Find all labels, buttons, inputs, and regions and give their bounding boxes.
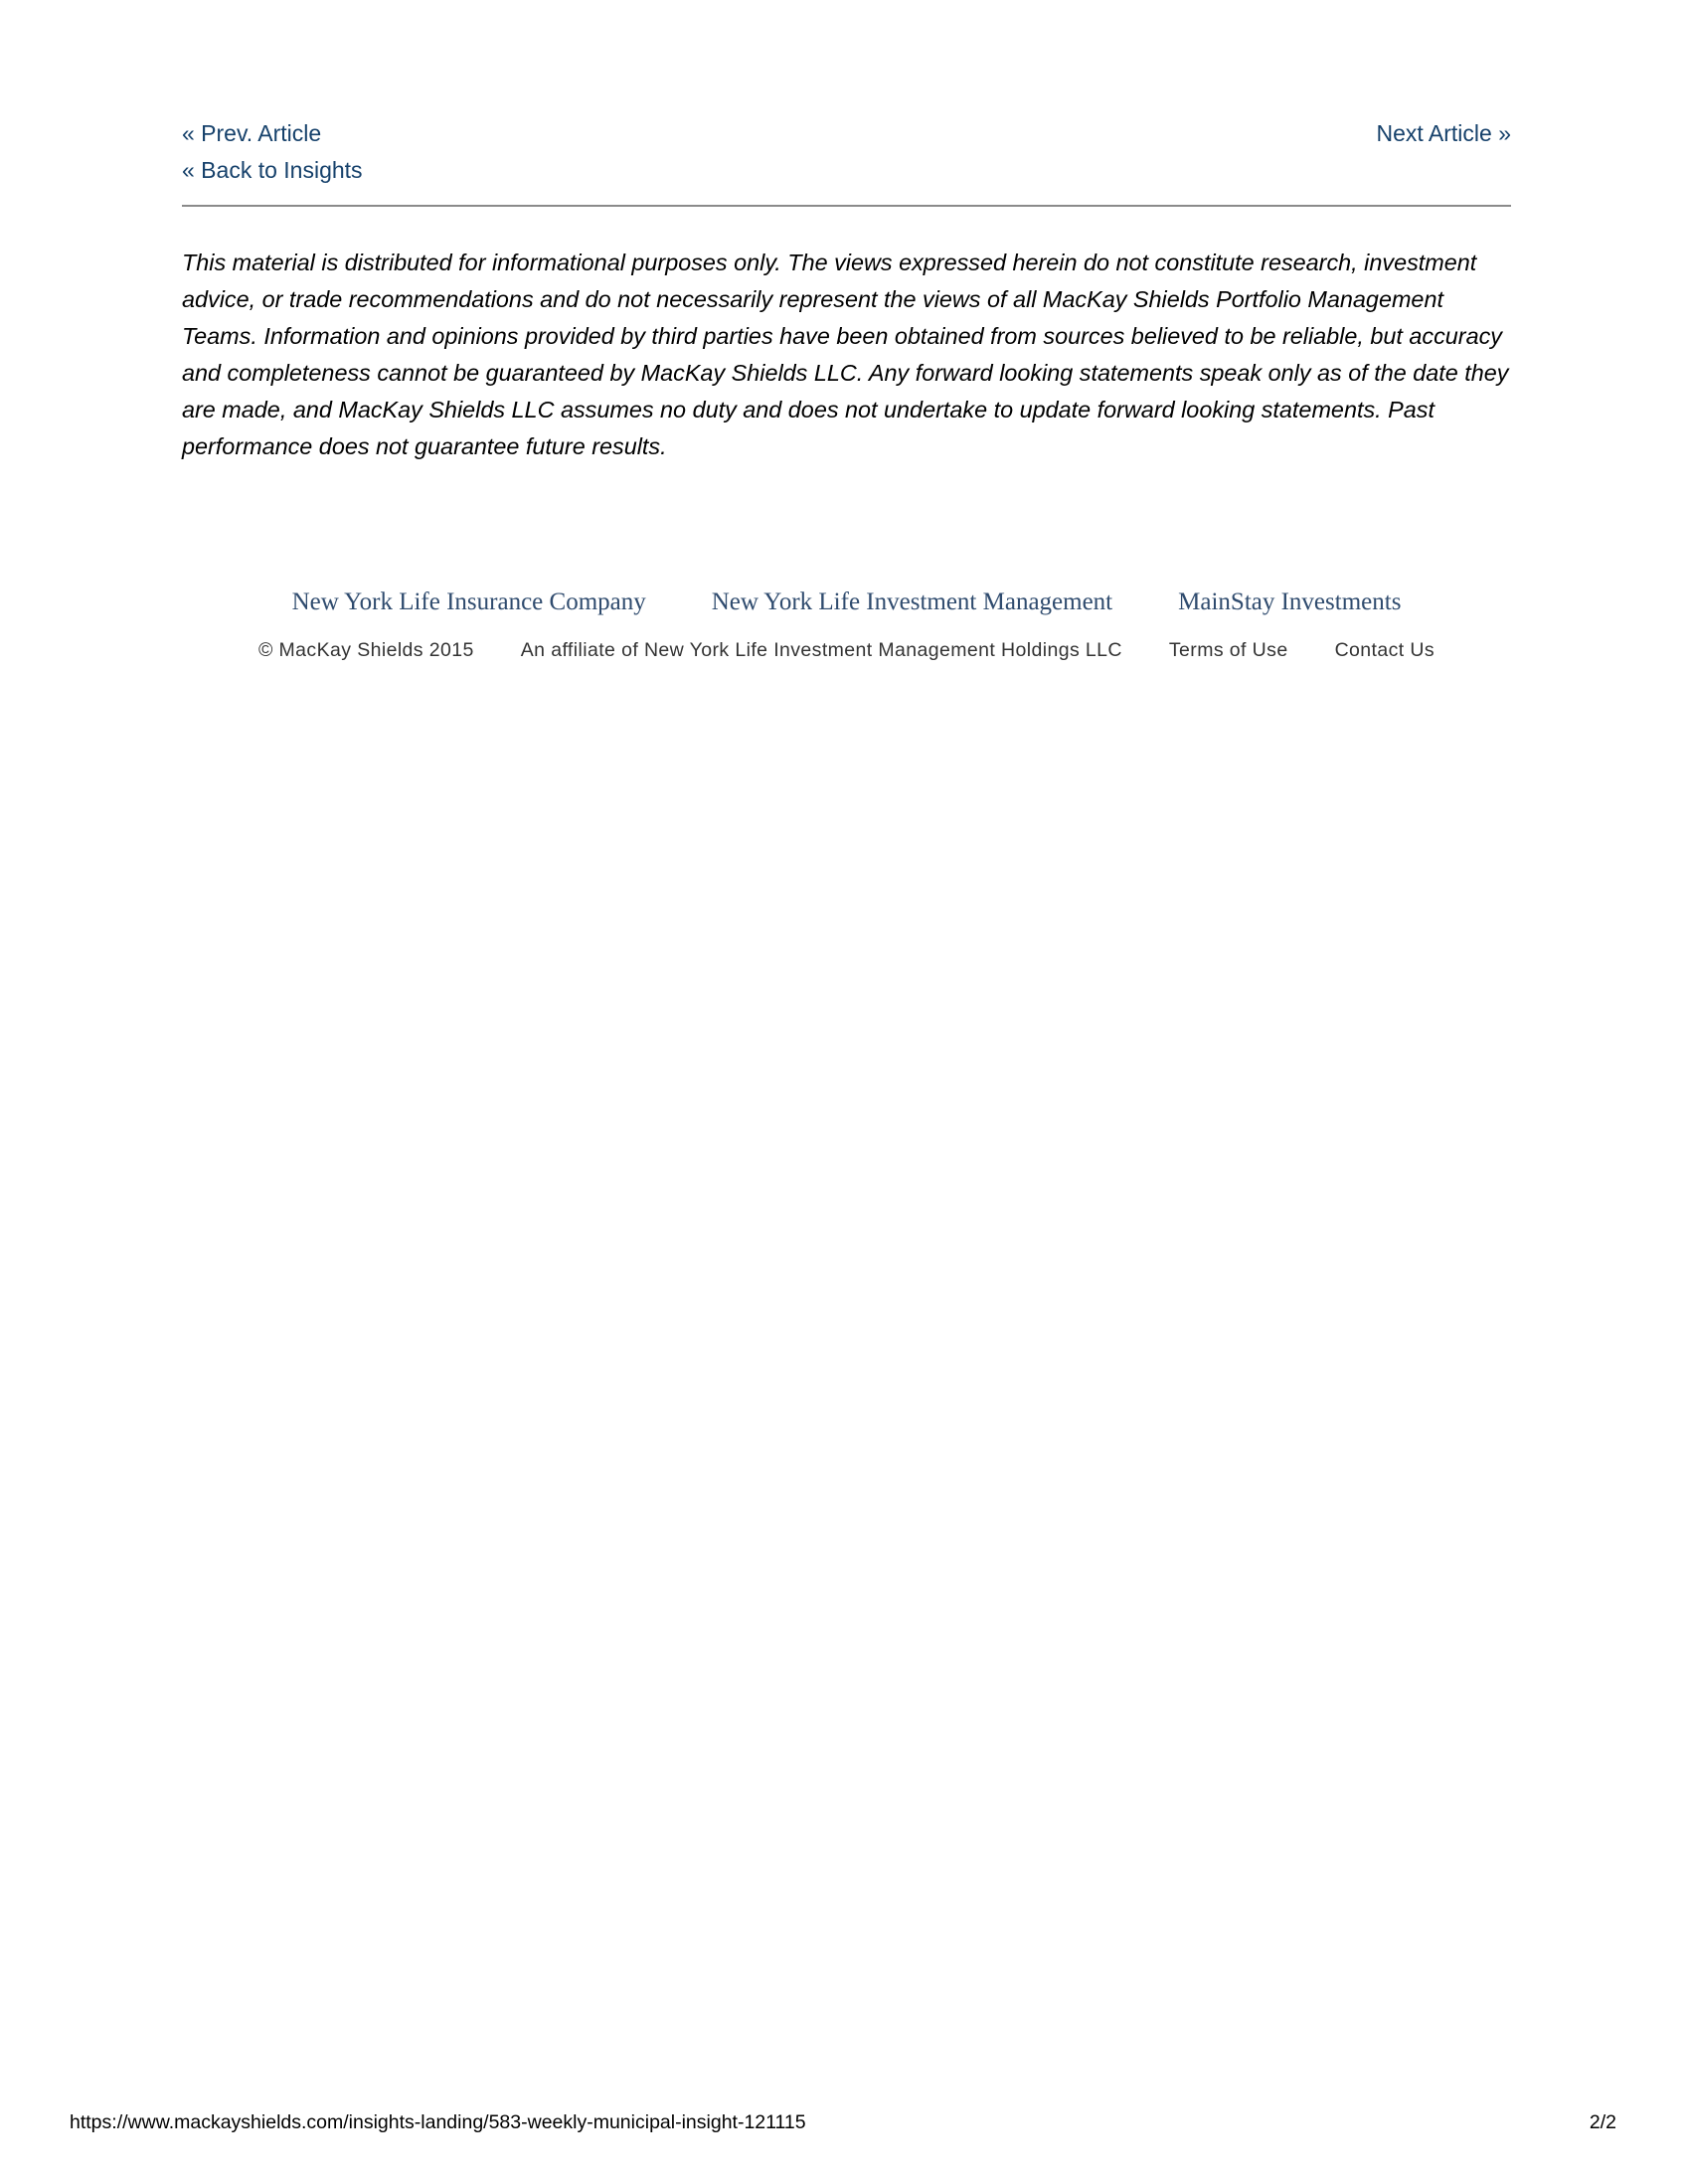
copyright-text: © MacKay Shields 2015	[257, 639, 474, 661]
page-number: 2/2	[1589, 2111, 1616, 2133]
back-to-insights-link[interactable]: « Back to Insights	[182, 157, 363, 183]
nav-divider	[182, 205, 1511, 207]
affiliate-link-mainstay-investments[interactable]: MainStay Investments	[1178, 588, 1402, 615]
next-article-link[interactable]: Next Article »	[1376, 120, 1511, 146]
affiliate-note: An affiliate of New York Life Investment Management Holdings LLC	[520, 639, 1122, 661]
back-nav-row	[182, 152, 1511, 189]
page-url: https://www.mackayshields.com/insights-landing/583-weekly-municipal-insight-121115	[70, 2111, 806, 2133]
terms-of-use-link[interactable]: Terms of Use	[1168, 639, 1288, 661]
prev-article-link[interactable]: « Prev. Article	[182, 120, 322, 146]
article-nav-row	[182, 115, 1511, 152]
site-footer	[182, 639, 1511, 662]
affiliate-link-new-york-life-insurance[interactable]: New York Life Insurance Company	[291, 588, 646, 615]
contact-us-link[interactable]: Contact Us	[1334, 639, 1435, 661]
article-navigation	[182, 115, 1511, 189]
disclaimer-text: This material is distributed for informational purposes only. The views expressed herein do not constitute research, investment advice, or trade recommendations and do not necessarily represent the views of all MacKay Shields Portfolio Management Teams. Information and opinions provided by third parties have been obtained from sources believed to be reliable, but accuracy and completeness cannot be guaranteed by MacKay Shields LLC. Any forward looking statements speak only as of the date they are made, and MacKay Shields LLC assumes no duty and does not undertake to update forward looking statements. Past performance does not guarantee future results.	[182, 250, 1509, 459]
affiliate-links	[182, 588, 1511, 616]
affiliate-link-new-york-life-investment-management[interactable]: New York Life Investment Management	[711, 588, 1113, 615]
print-footer	[70, 2111, 1616, 2134]
